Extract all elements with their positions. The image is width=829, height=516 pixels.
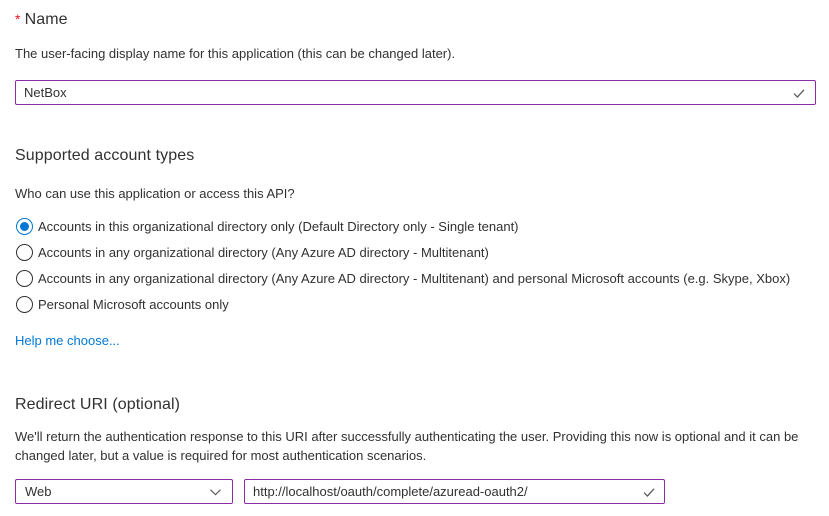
account-types-radio-group (15, 213, 815, 317)
radio-button-icon[interactable] (16, 218, 33, 235)
radio-option-multitenant[interactable] (15, 239, 815, 265)
radio-option-label: Accounts in this organizational directory only (Default Directory only - Single tenant) (38, 218, 519, 234)
name-field-wrap (15, 80, 815, 105)
radio-option-label: Accounts in any organizational directory (Any Azure AD directory - Multitenant) (38, 244, 489, 260)
redirect-uri-row (15, 479, 815, 504)
radio-option-multitenant-personal[interactable] (15, 265, 815, 291)
account-types-section-title: Supported account types (15, 147, 195, 164)
name-section-title-text: Name (24, 11, 68, 28)
redirect-uri-section-title: Redirect URI (optional) (15, 396, 181, 413)
required-asterisk: * (15, 11, 21, 27)
radio-option-personal-only[interactable] (15, 291, 815, 317)
account-types-question: Who can use this application or access this API? (15, 186, 295, 201)
radio-option-label: Personal Microsoft accounts only (38, 296, 229, 312)
redirect-uri-input[interactable] (244, 479, 665, 504)
radio-option-label: Accounts in any organizational directory (Any Azure AD directory - Multitenant) and personal Microsoft accounts (e.g. Skype, Xbox) (38, 270, 791, 286)
platform-select[interactable] (15, 479, 233, 504)
radio-button-icon[interactable] (16, 270, 33, 287)
name-description: The user-facing display name for this application (this can be changed later). (15, 46, 456, 61)
radio-option-single-tenant[interactable] (15, 213, 815, 239)
radio-button-icon[interactable] (16, 296, 33, 313)
radio-button-icon[interactable] (16, 244, 33, 261)
chevron-down-icon (208, 484, 223, 499)
name-section-title (15, 10, 815, 29)
redirect-uri-field-wrap (244, 479, 665, 504)
help-me-choose-link[interactable]: Help me choose... (15, 333, 120, 348)
platform-select-value: Web (25, 484, 52, 499)
name-input[interactable] (15, 80, 816, 105)
redirect-uri-description: We'll return the authentication response to this URI after successfully authenticating the user. Providing this now is optional and it can be changed later, but a value is required for most authentication scenarios. (15, 429, 799, 463)
